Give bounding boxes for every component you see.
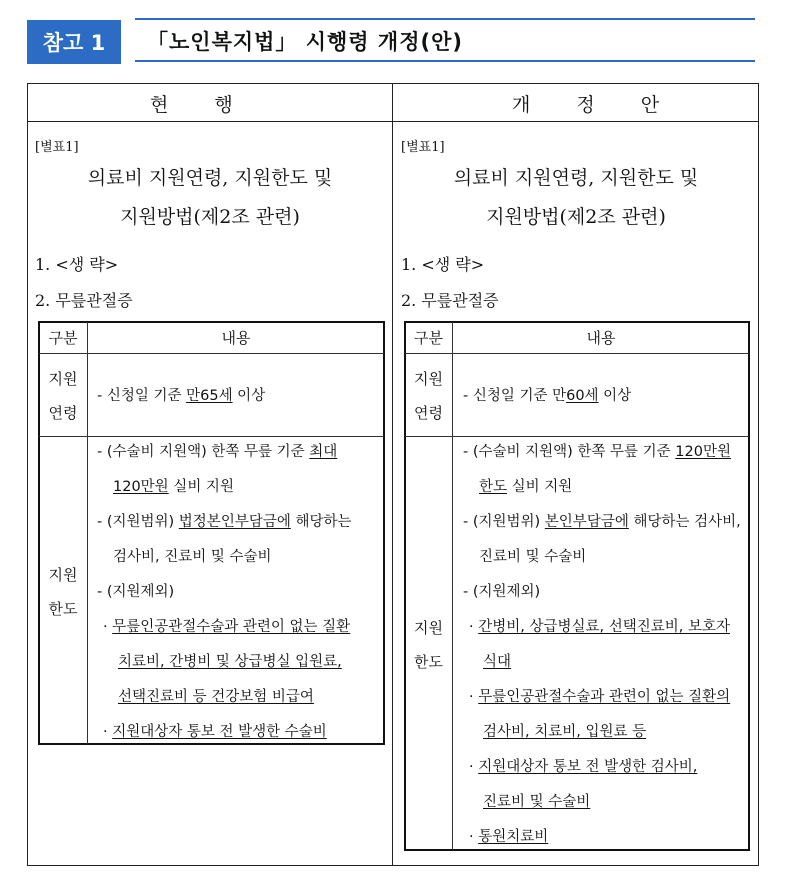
inner-table-current [38, 321, 385, 745]
reference-badge: 참고 1 [27, 20, 121, 64]
header-content-current: 내용 [221, 329, 251, 347]
header-divider [27, 121, 759, 122]
appendix-label-current: [별표1] [35, 140, 79, 155]
limit-line10-proposed: · 지원대상자 통보 전 발생한 검사비, [469, 759, 698, 775]
item1-proposed: 1. <생 략> [401, 255, 485, 274]
age-label-2-current: 연령 [48, 404, 78, 422]
document-title: 「노인복지법」 시행령 개정(안) [147, 30, 463, 54]
limit-line4-proposed: 진료비 및 수술비 [479, 549, 587, 565]
limit-line3-proposed: - (지원범위) 본인부담금에 해당하는 검사비, [463, 514, 741, 530]
item1-current: 1. <생 략> [35, 255, 119, 274]
limit-line6-proposed: · 간병비, 상급병실료, 선택진료비, 보호자 [469, 619, 730, 635]
appendix-label-proposed: [별표1] [401, 140, 445, 155]
header-content-proposed: 내용 [586, 329, 616, 347]
limit-label-2-proposed: 한도 [414, 653, 443, 671]
limit-line8-proposed: · 무릎인공관절수술과 관련이 없는 질환의 [469, 689, 731, 705]
heading-line2-current: 지원방법(제2조 관련) [120, 206, 300, 228]
inner-col-divider-current [87, 322, 88, 744]
limit-line9-proposed: 검사비, 치료비, 입원료 등 [483, 724, 647, 740]
limit-line3-current: - (지원범위) 법정본인부담금에 해당하는 [97, 514, 352, 530]
heading-line2-proposed: 지원방법(제2조 관련) [486, 206, 666, 228]
limit-line2-proposed: 한도 실비 지원 [479, 479, 573, 495]
age-label-1-proposed: 지원 [414, 370, 443, 388]
age-label-1-current: 지원 [48, 370, 78, 388]
limit-label-1-proposed: 지원 [414, 619, 443, 637]
limit-line7-current: 치료비, 간병비 및 상급병실 입원료, [118, 654, 342, 670]
heading-line1-current: 의료비 지원연령, 지원한도 및 [87, 167, 333, 189]
heading-line1-proposed: 의료비 지원연령, 지원한도 및 [453, 167, 699, 189]
limit-line6-current: · 무릎인공관절수술과 관련이 없는 질환 [103, 619, 351, 635]
limit-line12-proposed: · 통원치료비 [469, 829, 549, 845]
limit-line5-proposed: - (지원제외) [463, 584, 541, 600]
limit-label-1-current: 지원 [48, 566, 78, 584]
header-category-proposed: 구분 [414, 329, 443, 347]
limit-line1-proposed: - (수술비 지원액) 한쪽 무릎 기준 120만원 [463, 444, 731, 460]
column-divider [392, 83, 393, 866]
limit-line2-current: 120만원 실비 지원 [113, 479, 234, 495]
title-bar [135, 18, 755, 62]
header-category-current: 구분 [48, 329, 78, 347]
age-label-2-proposed: 연령 [414, 404, 443, 422]
limit-line1-current: - (수술비 지원액) 한쪽 무릎 기준 최대 [97, 444, 338, 460]
column-header-proposed: 개정안 [512, 94, 706, 116]
item2-current: 2. 무릎관절증 [35, 291, 133, 310]
item2-proposed: 2. 무릎관절증 [401, 291, 499, 310]
limit-line9-current: · 지원대상자 통보 전 발생한 수술비 [103, 724, 327, 740]
inner-row-line-proposed [405, 436, 749, 437]
age-text-current: - 신청일 기준 만65세 이상 [97, 388, 266, 404]
limit-label-2-current: 한도 [48, 600, 78, 618]
inner-col-divider-proposed [452, 322, 453, 850]
limit-line8-current: 선택진료비 등 건강보험 비급여 [118, 689, 314, 705]
limit-line4-current: 검사비, 진료비 및 수술비 [113, 549, 272, 565]
column-header-current: 현행 [150, 94, 279, 116]
age-text-proposed: - 신청일 기준 만60세 이상 [463, 388, 632, 404]
inner-row-line-current [39, 436, 384, 437]
limit-line5-current: - (지원제외) [97, 584, 175, 600]
limit-line7-proposed: 식대 [483, 654, 512, 670]
limit-line11-proposed: 진료비 및 수술비 [483, 794, 591, 810]
